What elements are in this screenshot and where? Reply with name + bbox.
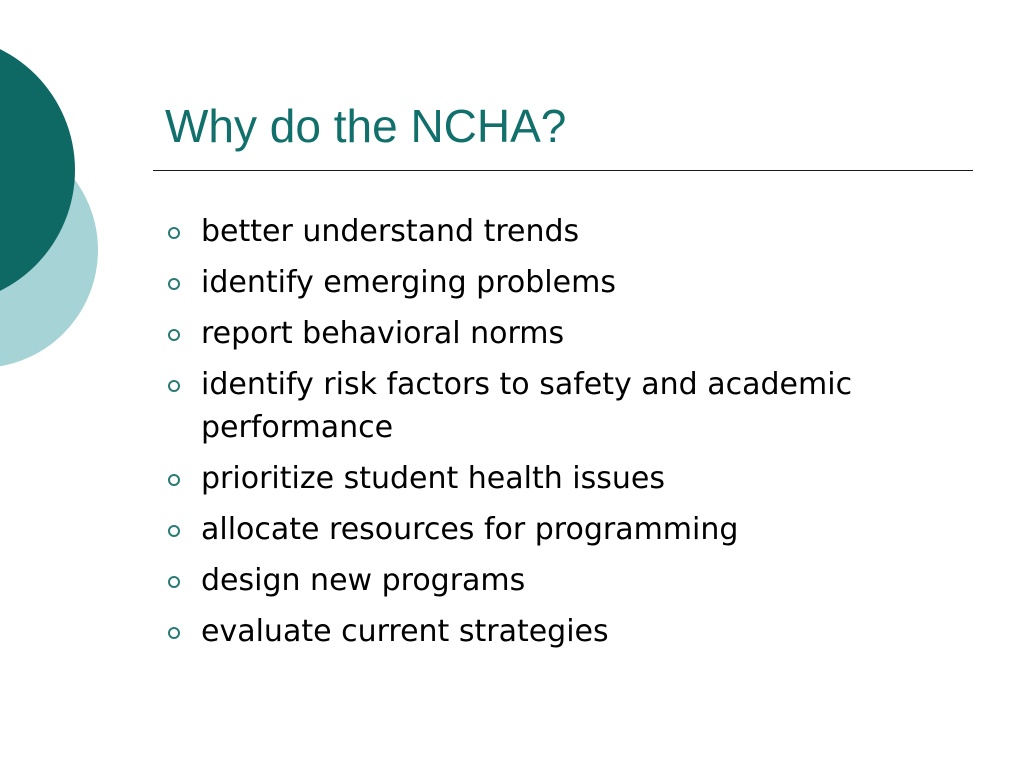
bullet-text: prioritize student health issues	[201, 461, 665, 496]
hollow-circle-bullet-icon	[168, 278, 180, 290]
bullet-item	[160, 312, 880, 355]
decorative-circles	[0, 0, 120, 420]
hollow-circle-bullet-icon	[168, 576, 180, 588]
bullet-text: identify emerging problems	[201, 265, 616, 300]
hollow-circle-bullet-icon	[168, 525, 180, 537]
bullet-item	[160, 261, 880, 304]
hollow-circle-bullet-icon	[168, 474, 180, 486]
bullet-item	[160, 363, 880, 449]
bullet-item	[160, 508, 880, 551]
bullet-text: identify risk factors to safety and academic performance	[201, 367, 853, 445]
hollow-circle-bullet-icon	[168, 227, 180, 239]
bullet-item	[160, 559, 880, 602]
hollow-circle-bullet-icon	[168, 380, 180, 392]
bullet-item	[160, 210, 880, 253]
bullet-text: report behavioral norms	[201, 316, 565, 351]
hollow-circle-bullet-icon	[168, 627, 180, 639]
bullet-text: better understand trends	[201, 214, 580, 249]
title-divider	[153, 170, 973, 171]
bullet-list	[160, 210, 880, 661]
bullet-text: allocate resources for programming	[201, 512, 739, 547]
bullet-text: evaluate current strategies	[201, 614, 609, 649]
bullet-item	[160, 610, 880, 653]
hollow-circle-bullet-icon	[168, 329, 180, 341]
bullet-item	[160, 457, 880, 500]
bullet-text: design new programs	[201, 563, 526, 598]
slide-title: Why do the NCHA?	[165, 100, 567, 152]
